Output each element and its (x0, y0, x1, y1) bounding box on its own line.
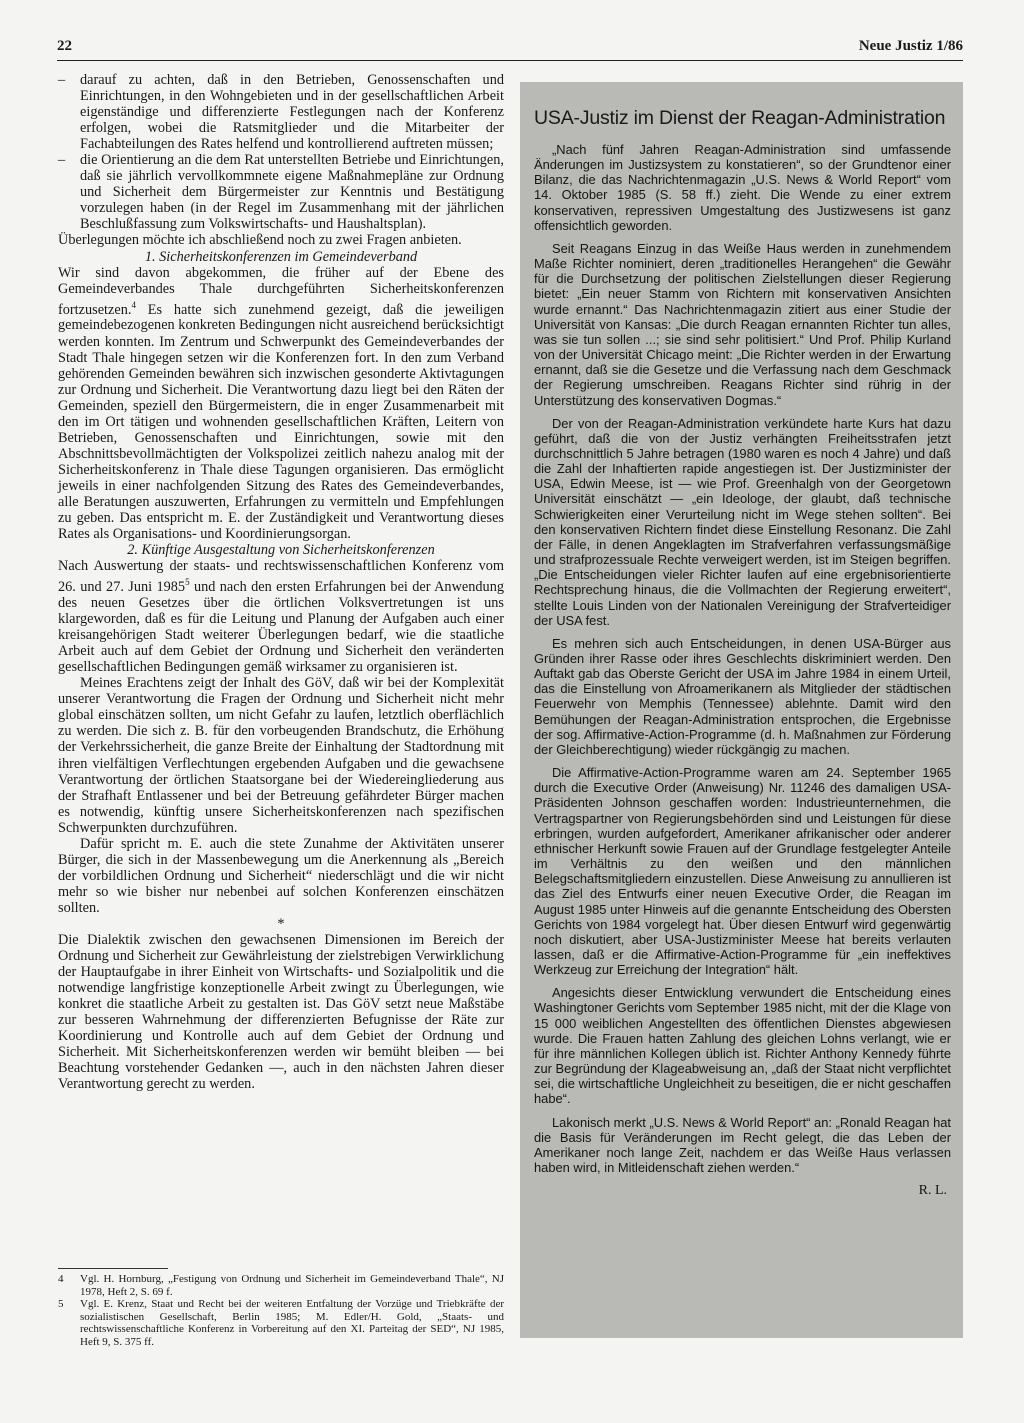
section2-paragraph-1: Nach Auswertung der staats- und rechtswissenschaftlichen Konferenz vom 26. und 27. Juni 1985$^5$ und nach den ersten Erfahrungen bei der Anwendung des neuen Gesetzes über die örtlichen Volksvertretungen ist uns klargeworden, daß es für die Leitung und Planung der Aufgaben auch einer kreisangehörigen Stadt weiterer Überlegungen bedarf, wie die staatliche Arbeit auch auf dem Gebiet der Ordnung und Sicherheit den veränderten gesellschaftlichen Bedingungen gemäß wirksamer zu organisieren ist. (58, 558, 504, 676)
box-paragraph: Angesichts dieser Entwicklung verwundert die Entscheidung eines Washingtoner Gerichts vom September 1985 nicht, mit der die Klage von 15 000 weiblichen Angestellten des öffentlichen Dienstes abgewiesen wurde. Die Frauen hatten Zahlung des gleichen Lohns verlangt, wie er für ihre männlichen Kollegen üblich ist. Richter Anthony Kennedy führte zur Begründung der Klageabweisung an, „daß der Staat nicht verpflichtet sei, die wirtschaftliche Ungleichheit zu beseitigen, die er nicht geschaffen habe“. (534, 985, 951, 1107)
page-header (57, 38, 963, 61)
footnote-ref: 5 (185, 577, 190, 588)
footnote-text: Vgl. H. Hornburg, „Festigung von Ordnung und Sicherheit im Gemeindeverband Thale“, NJ 1978, Heft 2, S. 69 f. (80, 1273, 504, 1298)
intro-paragraph: Überlegungen möchte ich abschließend noch zu zwei Fragen anbieten. (58, 232, 462, 249)
box-paragraph: Seit Reagans Einzug in das Weiße Haus werden in zunehmendem Maße Richter nominiert, deren „traditionelles Herangehen“ die Gewähr für die Durchsetzung der politischen Zielstellungen dieser Regierung bietet: „Ein neuer Stamm von Richtern mit konservativen Ansichten wurde ernannt.“ Das Nachrichtenmagazin zitiert aus einer Studie der Universität von Kansas: „Die durch Reagan ernannten Richter tun alles, was sie tun sollen ...; sie sind sehr politisiert.“ Und Prof. Philip Kurland von der Universität Chicago meint: „Die Richter werden in der Erwartung ernannt, daß sie die Gesetze und die Verfassung nach dem Geschmack der Regierung umschreiben. Reagans Richter sind rührig in der Unterstützung des konservativen Dogmas.“ (534, 240, 951, 408)
box-paragraph: „Nach fünf Jahren Reagan-Administration sind umfassende Änderungen im Justizsystem zu konstatieren“, so der Grundtenor einer Bilanz, die das Nachrichtenmagazin „U.S. News & World Report“ vom 14. Oktober 1985 (S. 58 ff.) zieht. Die Wende zu einer extrem konservativen, repressiven Umgestaltung des Justizwesens ist ganz offensichtlich geworden. (534, 142, 951, 233)
box-title: USA-Justiz im Dienst der Reagan-Administration (534, 107, 946, 129)
footnote-number: 4 (58, 1273, 64, 1285)
box-body (534, 142, 951, 1198)
footnote-ref: 4 (131, 299, 136, 310)
bullet-item: – die Orientierung an die dem Rat unterstellten Betriebe und Einrichtungen, daß sie jährlich vervollkommnete eigene Maßnahmepläne zur Ordnung und Sicherheit dem Bürgermeister zur Kenntnis und Bestätigung vorzulegen haben (in der Regel im Zusammenhang mit der jährlichen Beschlußfassung zum Volkswirtschafts- und Haushaltsplan). (58, 152, 504, 233)
footnote-number: 5 (58, 1298, 64, 1310)
section-heading-2: 2. Künftige Ausgestaltung von Sicherheitskonferenzen (127, 542, 435, 559)
footnotes (58, 1268, 504, 1348)
footnote-item (58, 1273, 504, 1298)
section2-paragraph-3: Dafür spricht m. E. auch die stete Zunahme der Aktivitäten unserer Bürger, die sich in der Massenbewegung um die Anerkennung als „Bereich der vorbildlichen Ordnung und Sicherheit“ niederschlägt und die wir nicht mehr so wie bisher nur nebenbei auf solchen Konferenzen einschätzen sollten. (58, 835, 504, 916)
section-separator: * (277, 915, 285, 932)
bullet-item: – darauf zu achten, daß in den Betrieben, Genossenschaften und Einrichtungen, in den Wohngebieten und in der gesellschaftlichen Arbeit eigenständige und differenzierte Festlegungen nach der Konferenz erfolgen, wobei die Ratsmitglieder und die Mitarbeiter der Fachabteilungen des Rates helfend und kontrollierend auftreten müssen; (58, 72, 504, 153)
journal-issue: Neue Justiz 1/86 (858, 38, 963, 54)
section-heading-1: 1. Sicherheitskonferenzen im Gemeindeverband (144, 248, 418, 265)
box-paragraph: Es mehren sich auch Entscheidungen, in denen USA-Bürger aus Gründen ihrer Rasse oder ihres Geschlechts diskriminiert werden. Den Auftakt gab das Oberste Gericht der USA im Jahre 1984 in einem Urteil, das die Einstellung von Afroamerikanern als Mitglieder der städtischen Feuerwehr von Memphis (Tennessee) ablehnte. Damit wird den Bemühungen der Reagan-Administration entsprochen, die Ergebnisse der sog. Affirmative-Action-Programme (d. h. Maßnahmen zur Förderung der Gleichberechtigung) wieder rückgängig zu machen. (534, 635, 951, 757)
section1-paragraph: Wir sind davon abgekommen, die früher auf der Ebene des Gemeindeverbandes Thale durchgeführten Sicherheitskonferenzen fortzusetzen.$^4$ Es hatte sich zunehmend gezeigt, daß die jeweiligen gemeindebezogenen konkreten Bedingungen nicht ausreichend berücksichtigt werden konnten. Im Zentrum und Schwerpunkt des Gemeindeverbandes der Stadt Thale hingegen setzen wir die Konferenzen fort. In den zum Verband gehörenden Gemeinden bewähren sich inzwischen gesonderte Aktivtagungen zur Ordnung und Sicherheit. Die Verantwortung dazu liegt bei den Räten der Gemeinden, speziell den Bürgermeistern, die in enger Zusammenarbeit mit den im Ort tätigen und wohnenden gesellschaftlichen Kräften, Leitern von Betrieben, Genossenschaften und Einrichtungen, sowie mit den Abschnittsbevollmächtigten der Volkspolizei zeitlich nahezu analog mit der Sicherheitskonferenz in Thale diese Tagungen organisieren. Das ermöglicht jeweils in einer nachfolgenden Sitzung des Rates des Gemeindeverbandes, alle Beratungen auszuwerten, Erfahrungen zu vermitteln und Empfehlungen zu geben. Das entspricht m. E. der Zuständigkeit und Verantwortung dieses Rates als Organisations- und Koordinierungsorgan. (58, 264, 504, 543)
left-column (58, 72, 504, 1092)
box-paragraph: Lakonisch merkt „U.S. News & World Report“ an: „Ronald Reagan hat die Basis für Veränderungen im Recht gelegt, die das Leben der Amerikaner noch lange Zeit, nachdem er das Weiße Haus verlassen haben wird, in Mitleidenschaft ziehen werden.“ (534, 1114, 951, 1175)
author-signature: R. L. (918, 1183, 947, 1199)
section2-paragraph-4: Die Dialektik zwischen den gewachsenen Dimensionen im Bereich der Ordnung und Sicherheit zur Gewährleistung der zielstrebigen Verwirklichung der Hauptaufgabe in ihrer Einheit von Wirtschafts- und Sozialpolitik und die notwendige langfristige konzeptionelle Arbeit zwingt zu Überlegungen, wie konkret die staatliche Arbeit zu gestalten ist. Das GöV setzt neue Maßstäbe zur besseren Wahrnehmung der differenzierten Befugnisse der Räte zur Koordinierung und Kontrolle auch auf dem Gebiet der Ordnung und Sicherheit. Mit Sicherheitskonferenzen werden wir bemüht bleiben — bei Beachtung vorstehender Gedanken —, auch in den nächsten Jahren dieser Verantwortung gerecht zu werden. (58, 932, 504, 1093)
box-paragraph: Die Affirmative-Action-Programme waren am 24. September 1965 durch die Executive Order (Anweisung) Nr. 11246 des damaligen USA-Präsidenten Johnson geschaffen worden: Industrieunternehmen, die Vertragspartner von Regierungsbehörden sind und Leistungen für diese erbringen, wurden aufgefordert, Amerikaner afrikanischer oder anderer ethnischer Herkunft sowie Frauen auf der Grundlage festgelegter Anteile im Verhältnis zu den weißen und den männlichen Belegschaftsmitgliedern einzustellen. Diese Anweisung zu annullieren ist das Ziel des Entwurfs einer neuen Executive Order, die Reagan im August 1985 unter Hinweis auf die genannte Entscheidung des Obersten Gerichts von 1984 vorgelegt hat. Über diesen Entwurf wird gegenwärtig noch diskutiert, aber USA-Justizminister Meese hat bereits verlauten lassen, daß er die Affirmative-Action-Programme für „ein ineffektives Werkzeug zur Erreichung der Integration“ hält. (534, 765, 951, 978)
page-number: 22 (57, 38, 72, 54)
footnote-divider (58, 1268, 168, 1269)
bullet-text: die Orientierung an die dem Rat unterstellten Betriebe und Einrichtungen, daß sie jährlich vervollkommnete eigene Maßnahmepläne zur Ordnung und Sicherheit dem Bürgermeister zur Kenntnis und Bestätigung vorzulegen haben (in der Regel im Zusammenhang mit der jährlichen Beschlußfassung zum Volkswirtschafts- und Haushaltsplan). (80, 152, 504, 233)
sidebar-box (520, 82, 963, 1338)
footnote-item (58, 1298, 504, 1348)
box-paragraph: Der von der Reagan-Administration verkündete harte Kurs hat dazu geführt, daß die von der Justiz verhängten Freiheitsstrafen jetzt durchschnittlich 5 Jahre betragen (1980 waren es noch 4 Jahre) und daß die Zahl der Inhaftierten rapide angestiegen ist. Der Justizminister der USA, Edwin Meese, ist — wie Prof. Greenhalgh von der Georgetown Universität einschätzt — „ein Ideologe, der glaubt, daß technische Schwierigkeiten einer Verurteilung nicht im Wege stehen sollten“. Bei den konservativen Richtern findet diese Einstellung Resonanz. Die Zahl der Fälle, in denen Angeklagten im Strafverfahren verfassungsmäßige und strafprozessuale Rechte verweigert werden, ist im Steigen begriffen. „Die Entscheidungen vieler Richter laufen auf eine ergebnisorientierte Rechtsprechung hinaus, die die Vollmachten der Regierung erweitert“, stellte Louis Linden von der Nationalen Vereinigung der Strafverteidiger der USA fest. (534, 415, 951, 628)
section2-paragraph-2: Meines Erachtens zeigt der Inhalt des GöV, daß wir bei der Komplexität unserer Verantwortung die Fragen der Ordnung und Sicherheit nicht mehr global einschätzen sollten, um nicht Gefahr zu laufen, letztlich oberflächlich zu werden. Die sich z. B. für den vorbeugenden Brandschutz, die Erhöhung der Verkehrssicherheit, die ganze Breite der Einhaltung der Stadtordnung mit ihren vielfältigen Verflechtungen ergebenden Aufgaben und die gewachsene Verantwortung der örtlichen Staatsorgane bei der Wiedereingliederung aus der Strafhaft Entlassener und bei der Betreuung gefährdeter Bürger machen es notwendig, künftig unsere Sicherheitskonferenzen nach spezifischen Schwerpunkten durchzuführen. (58, 675, 504, 836)
bullet-text: darauf zu achten, daß in den Betrieben, Genossenschaften und Einrichtungen, in den Wohngebieten und in der gesellschaftlichen Arbeit eigenständige und differenzierte Festlegungen nach der Konferenz erfolgen, wobei die Ratsmitglieder und die Mitarbeiter der Fachabteilungen des Rates helfend und kontrollierend auftreten müssen; (80, 72, 504, 153)
footnote-text: Vgl. E. Krenz, Staat und Recht bei der weiteren Entfaltung der Vorzüge und Triebkräfte der sozialistischen Gesellschaft, Berlin 1985; M. Edler/H. Gold, „Staats- und rechtswissenschaftliche Konferenz in Vorbereitung auf den XI. Parteitag der SED“, NJ 1985, Heft 9, S. 375 ff. (80, 1298, 504, 1348)
